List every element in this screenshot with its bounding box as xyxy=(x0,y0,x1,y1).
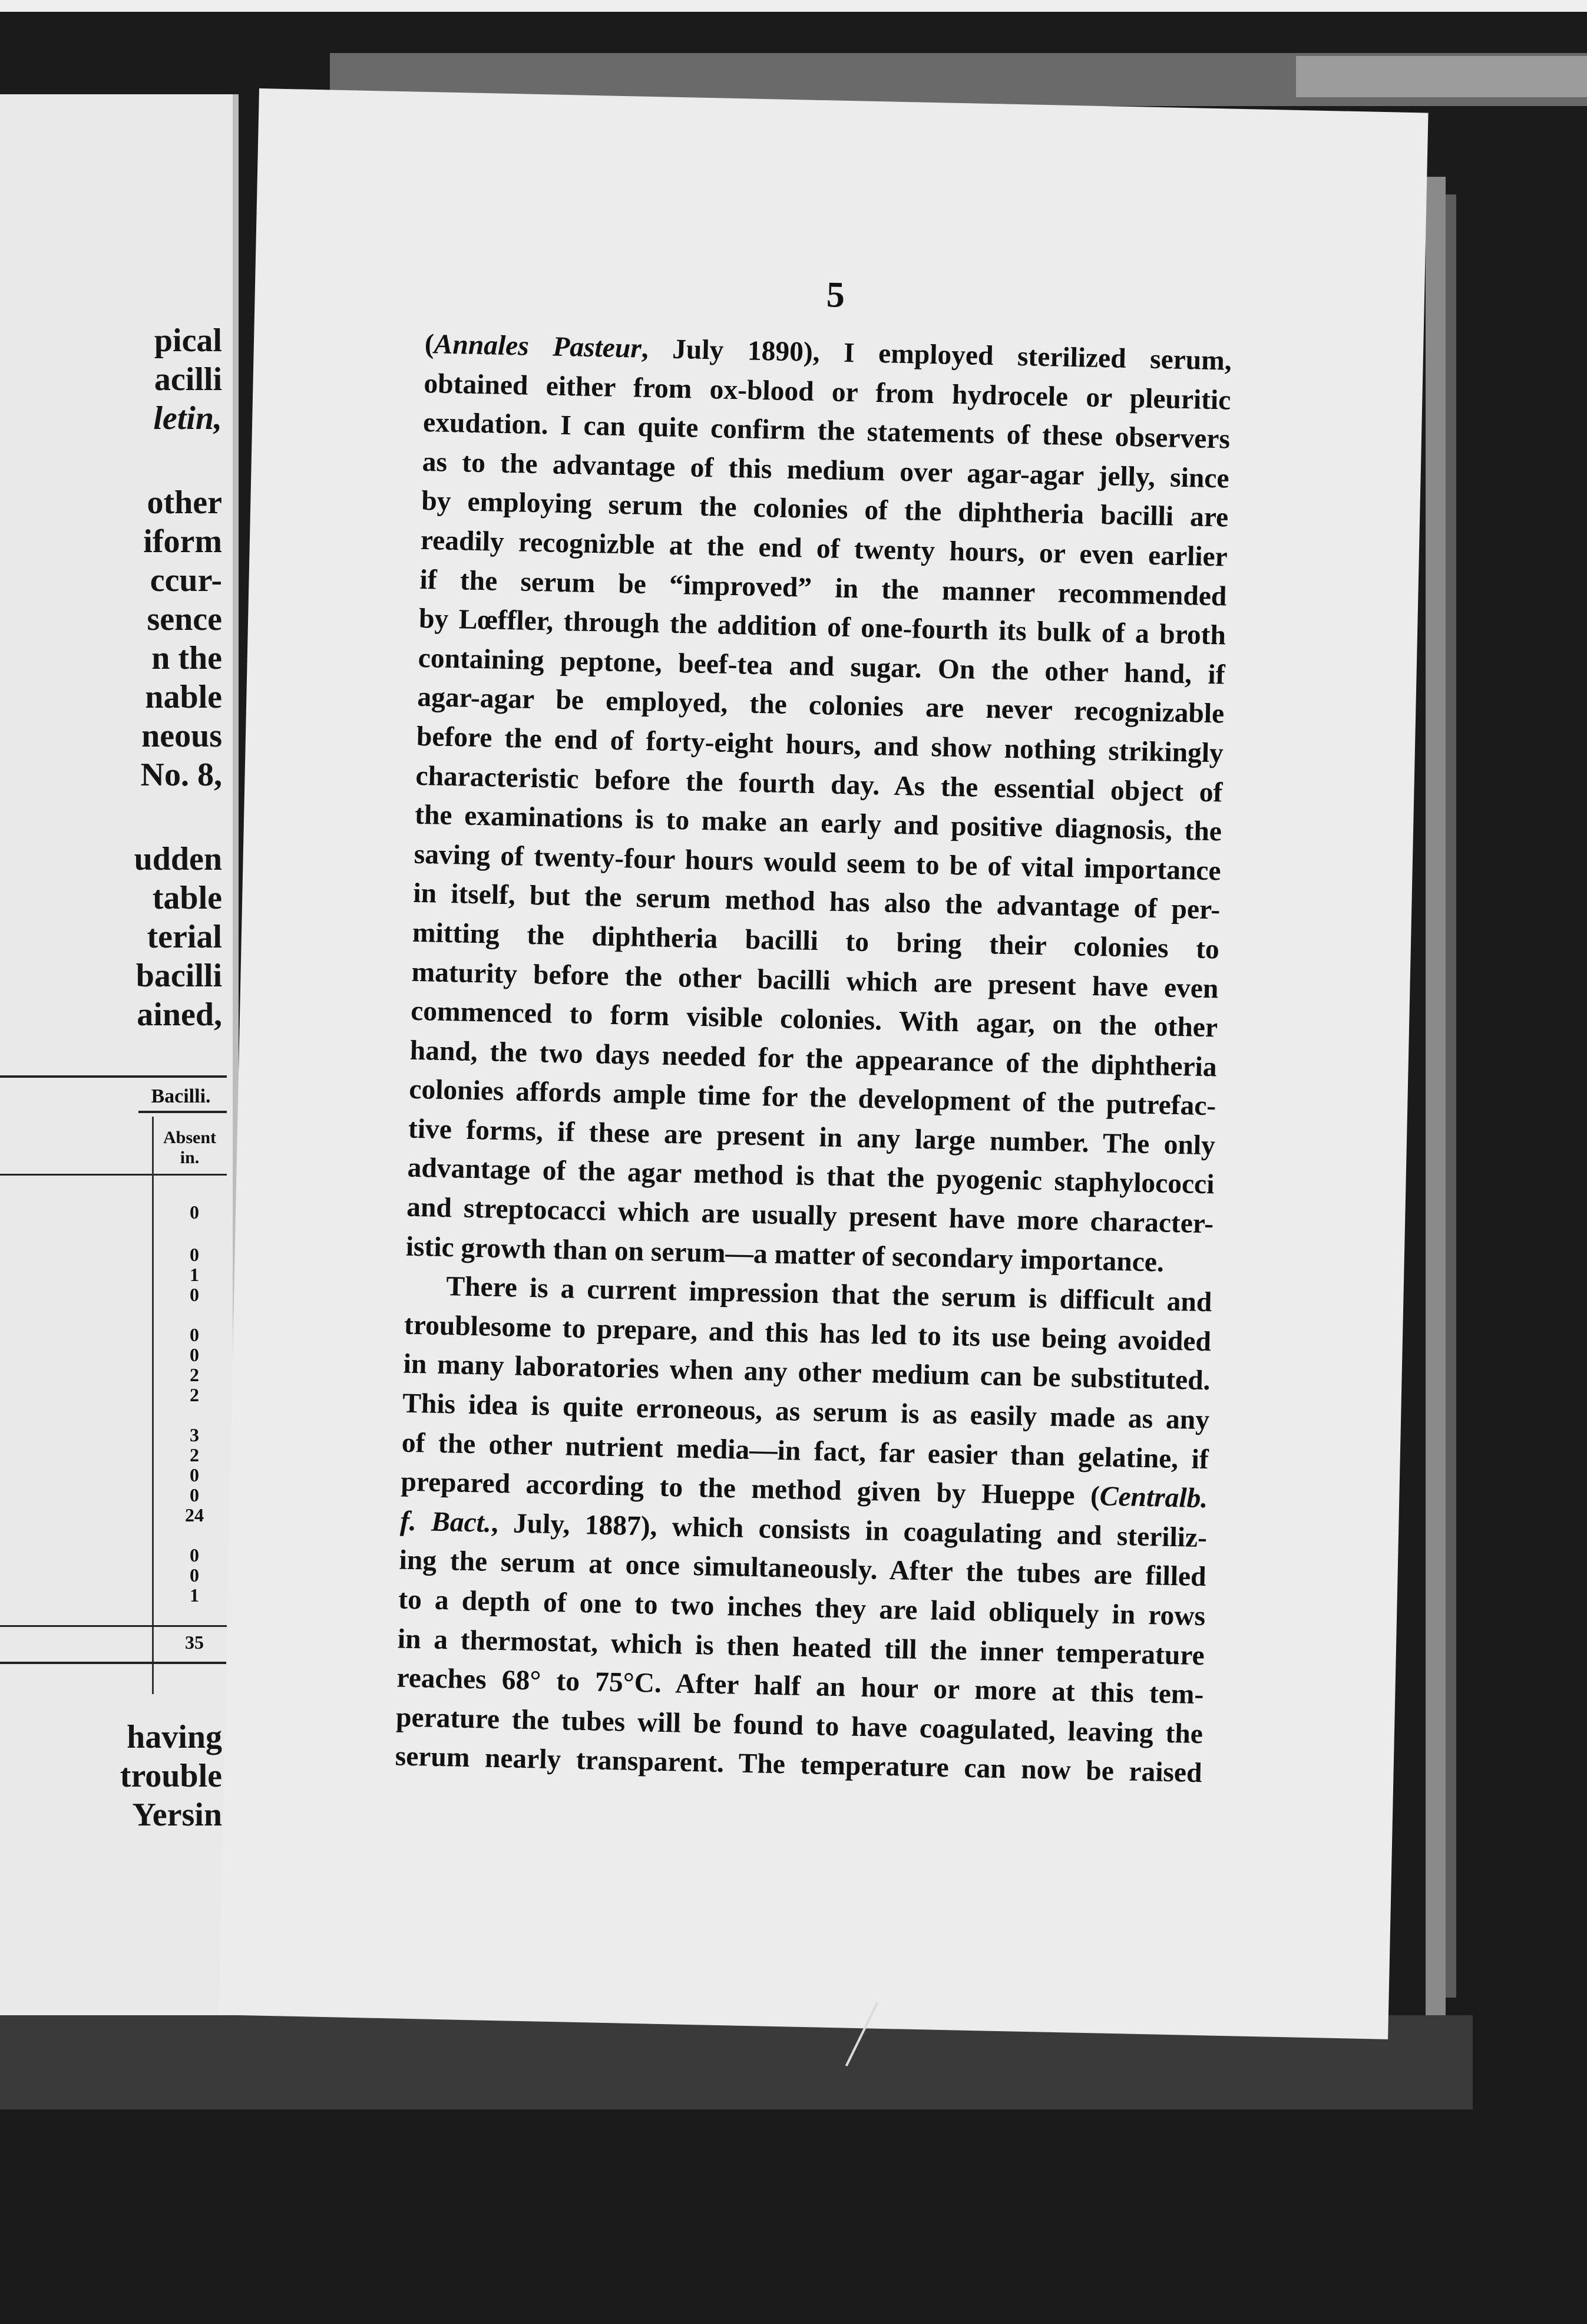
text-line: f. Bact., July, 1887), which consists in coagulating and steriliz- xyxy=(399,1506,1208,1554)
previous-page xyxy=(0,94,239,2015)
text-line: saving of twenty-four hours would seem to be of vital importance xyxy=(414,839,1222,887)
text-line: characteristic before the fourth day. As the essential object of xyxy=(415,760,1223,808)
page-stack-shadow xyxy=(1446,194,1456,1998)
previous-page-line: bacilli xyxy=(135,958,222,994)
previous-page-line: letin, xyxy=(153,400,222,437)
page-number: 5 xyxy=(826,275,845,315)
current-page xyxy=(219,88,1429,2039)
previous-page-line: udden xyxy=(134,841,222,877)
table-column-divider xyxy=(152,1117,154,1694)
table-bottom-rule xyxy=(0,1662,227,1664)
previous-page-line: nable xyxy=(145,679,222,715)
table-header-bottom-rule xyxy=(0,1174,227,1176)
text-line: serum nearly transparent. The temperature can now be raised xyxy=(395,1741,1203,1789)
table-cell: 0 xyxy=(190,1564,199,1586)
previous-page-line: table xyxy=(152,880,222,916)
table-cell: 1 xyxy=(190,1584,199,1606)
text-line: exudation. I can quite confirm the statements of these observers xyxy=(422,407,1231,455)
previous-page-line: iform xyxy=(143,523,222,560)
table-header-absent: Absent xyxy=(163,1128,216,1147)
text-line: This idea is quite erroneous, as serum is as easily made as any xyxy=(402,1388,1210,1436)
text-line: by Lœffler, through the addition of one-fourth its bulk of a broth xyxy=(418,603,1226,651)
table-cell: 0 xyxy=(190,1324,199,1345)
scanner-background-light xyxy=(1296,56,1587,97)
previous-page-line: trouble xyxy=(120,1758,222,1794)
table-cell: 0 xyxy=(190,1464,199,1485)
previous-page-line: ccur- xyxy=(150,562,222,599)
scanner-top-band xyxy=(0,0,1587,12)
page-stack-edge xyxy=(1426,177,1446,2015)
table-cell: 1 xyxy=(190,1264,199,1285)
previous-page-line: acilli xyxy=(154,361,222,398)
table-cell: 0 xyxy=(190,1284,199,1305)
table-total-rule xyxy=(0,1625,227,1627)
table-cell: 24 xyxy=(185,1504,204,1526)
paragraph-first-line: There is a current impression that the serum is difficult and xyxy=(445,1271,1212,1318)
text-line: before the end of forty-eight hours, and show nothing strikingly xyxy=(416,721,1224,769)
text-line: ing the serum at once simultaneously. After the tubes are filled xyxy=(399,1544,1206,1593)
text-line: by employing serum the colonies of the diphtheria bacilli are xyxy=(421,486,1229,533)
text-line: to a depth of one to two inches they are laid obliquely in rows xyxy=(398,1584,1206,1632)
previous-page-line: pical xyxy=(154,322,222,359)
table-top-rule xyxy=(0,1075,227,1078)
previous-page-line: other xyxy=(147,484,222,521)
text-line: (Annales Pasteur, July 1890), I employed sterilized serum, xyxy=(424,328,1232,377)
text-line: in a thermostat, which is then heated till the inner temperature xyxy=(397,1623,1205,1671)
text-line: readily recognizble at the end of twenty hours, or even earlier xyxy=(420,524,1228,573)
table-cell: 0 xyxy=(190,1544,199,1566)
text-line: if the serum be “improved” in the manner recommended xyxy=(419,564,1227,612)
previous-page-line: neous xyxy=(141,718,222,754)
table-cell: 2 xyxy=(190,1384,199,1405)
text-line: the examinations is to make an early and positive diagnosis, the xyxy=(414,799,1222,847)
text-line: troublesome to prepare, and this has led to its use being avoided xyxy=(404,1309,1212,1358)
previous-page-line: n the xyxy=(151,640,222,676)
text-line: and streptocacci which are usually present have more character- xyxy=(406,1191,1214,1240)
table-cell: 0 xyxy=(190,1484,199,1506)
text-line: as to the advantage of this medium over agar-agar jelly, since xyxy=(422,446,1230,494)
text-line: reaches 68° to 75°C. After half an hour or more at this tem- xyxy=(396,1662,1204,1711)
text-line: in many laboratories when any other medium can be substituted. xyxy=(403,1349,1211,1397)
table-cell: 0 xyxy=(190,1201,199,1223)
text-line: colonies affords ample time for the development of the putrefac- xyxy=(408,1074,1216,1122)
table-cell: 0 xyxy=(190,1344,199,1365)
table-cell: 2 xyxy=(190,1444,199,1465)
previous-page-line: terial xyxy=(147,919,222,955)
text-line: in itself, but the serum method has also the advantage of per- xyxy=(412,878,1221,926)
text-line: perature the tubes will be found to have coagulated, leaving the xyxy=(395,1702,1204,1749)
previous-page-line: Yersin xyxy=(132,1797,222,1833)
table-header-rule xyxy=(138,1111,227,1113)
text-line: agar-agar be employed, the colonies are never recognizable xyxy=(416,682,1225,729)
previous-page-line: having xyxy=(127,1719,222,1755)
text-line: istic growth than on serum—a matter of secondary importance. xyxy=(405,1231,1165,1278)
text-line: containing peptone, beef-tea and sugar. On the other hand, if xyxy=(418,642,1226,691)
table-header-bacilli: Bacilli. xyxy=(151,1085,211,1107)
page-body-text xyxy=(395,325,1232,1793)
table-header-in: in. xyxy=(180,1148,200,1167)
previous-page-line: ained, xyxy=(137,996,222,1033)
text-line: obtained either from ox-blood or from hydrocele or pleuritic xyxy=(424,368,1231,416)
text-line: mitting the diphtheria bacilli to bring their colonies to xyxy=(412,917,1220,965)
table-cell: 0 xyxy=(190,1244,199,1265)
text-line: commenced to form visible colonies. With agar, on the other xyxy=(410,995,1218,1044)
text-line: hand, the two days needed for the appearance of the diphtheria xyxy=(409,1035,1218,1083)
text-line: tive forms, if these are present in any large number. The only xyxy=(408,1113,1216,1161)
table-cell: 3 xyxy=(190,1424,199,1445)
table-cell: 2 xyxy=(190,1364,199,1385)
text-line: maturity before the other bacilli which are present have even xyxy=(411,956,1219,1004)
table-total: 35 xyxy=(185,1632,204,1653)
text-line: prepared according to the method given by Hueppe (Centralb. xyxy=(400,1466,1208,1514)
previous-page-line: No. 8, xyxy=(140,757,222,793)
text-line: advantage of the agar method is that the pyogenic staphylococci xyxy=(407,1153,1215,1200)
text-line: of the other nutrient media—in fact, far easier than gelatine, if xyxy=(401,1427,1209,1475)
previous-page-line: sence xyxy=(147,601,222,638)
